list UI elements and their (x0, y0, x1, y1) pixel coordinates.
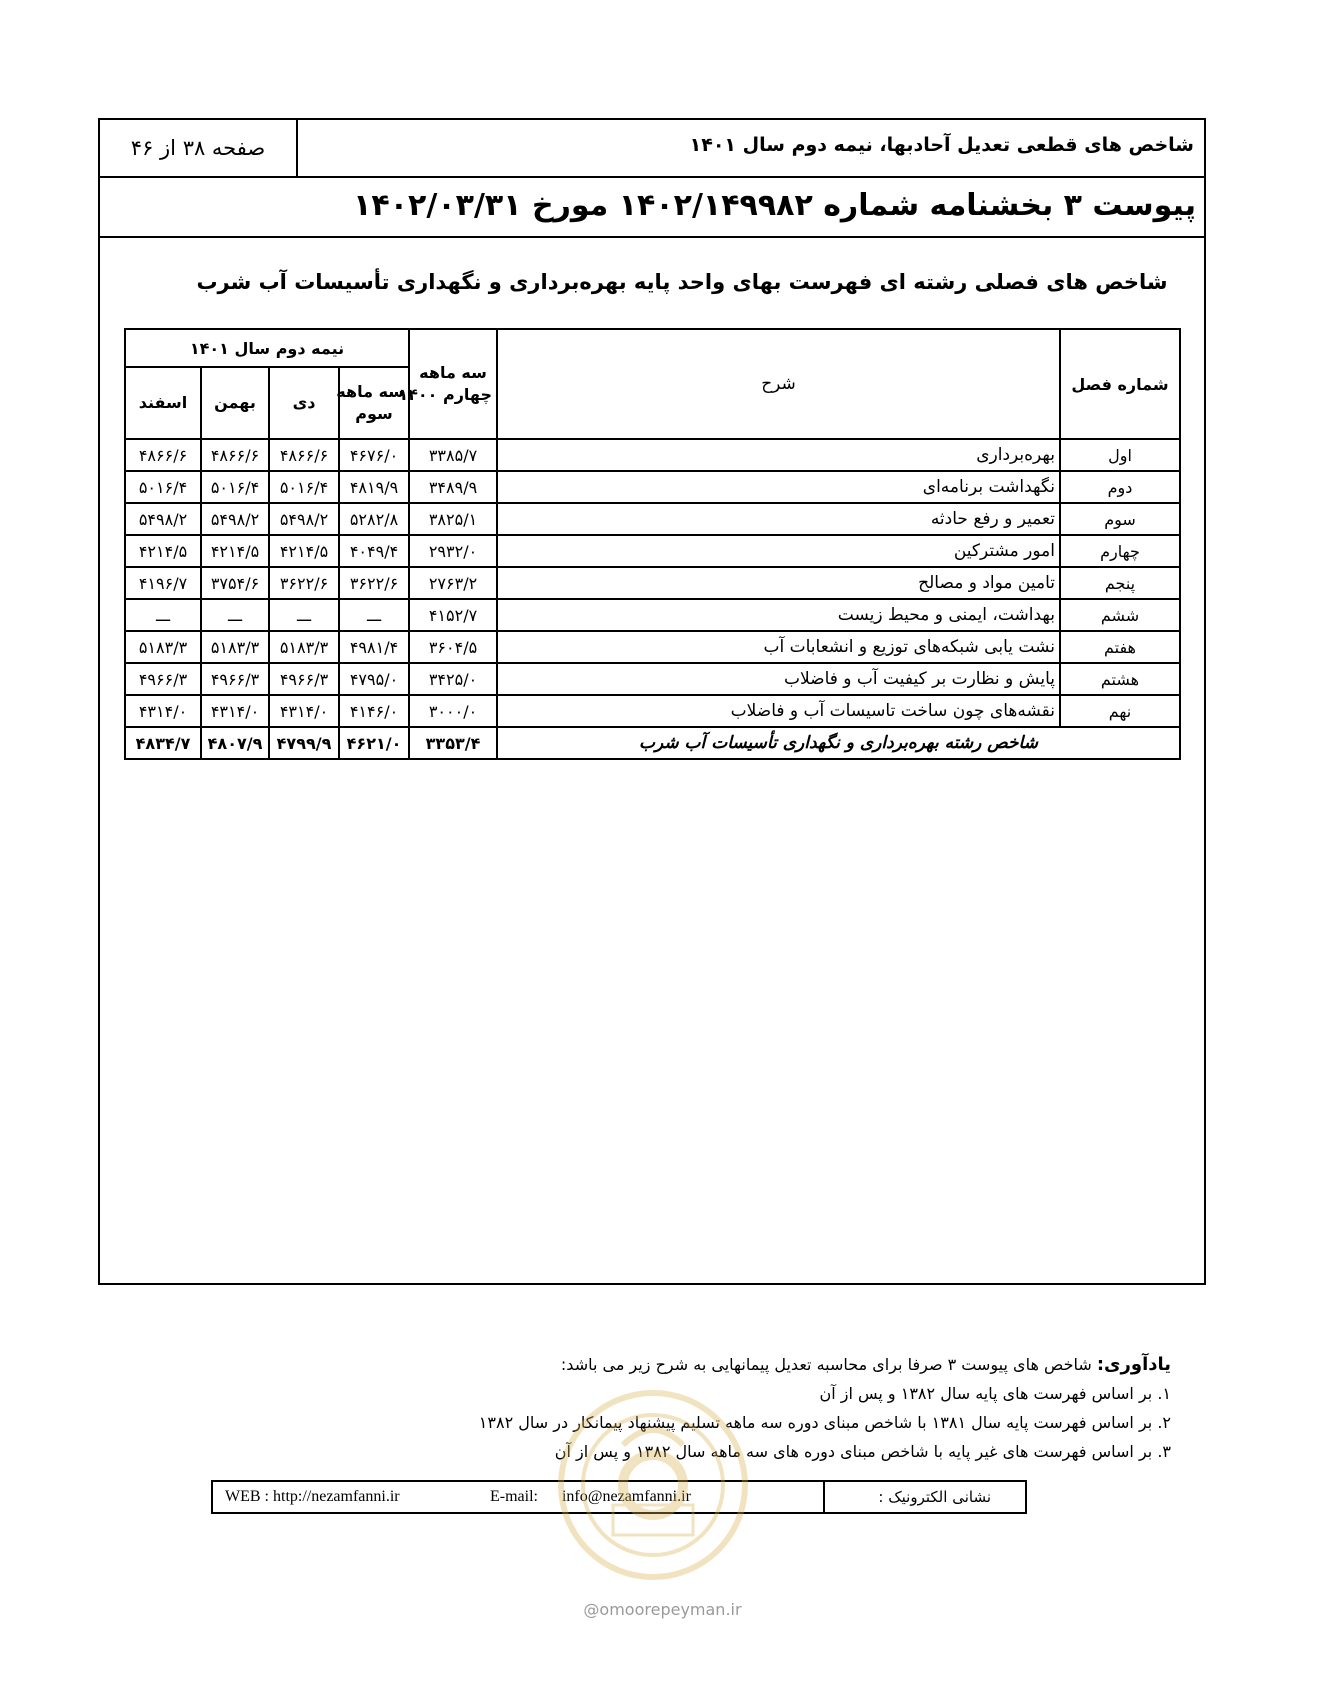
cell-q3: ۴۸۱۹/۹ (339, 471, 409, 503)
cell-chapter: سوم (1060, 503, 1180, 535)
cell-dey: ۴۸۶۶/۶ (269, 439, 339, 471)
circular-reference: پیوست ۳ بخشنامه شماره ۱۴۰۲/۱۴۹۹۸۲ مورخ ۱۴۰۲/۰۳/۳۱ (353, 188, 1196, 223)
header-q4-1400 (398, 329, 497, 439)
cell-chapter: اول (1060, 439, 1180, 471)
cell-q3: ۴۱۴۶/۰ (339, 695, 409, 727)
notes-lead-text: شاخص های پیوست ۳ صرفا برای محاسبه تعدیل پیمانهایی به شرح زیر می باشد: (560, 1355, 1097, 1374)
cell-description: تعمیر و رفع حادثه (497, 503, 1060, 535)
cell-esfand: ۴۸۶۶/۶ (125, 439, 201, 471)
cell-chapter: دوم (1060, 471, 1180, 503)
header-q3-line1: سه ماهه (336, 382, 404, 402)
header-q4-line1: سه ماهه (419, 363, 487, 383)
email-link[interactable]: info@nezamfanni.ir (561, 1488, 691, 1505)
table-row (125, 535, 1180, 567)
cell-bahman: ۴۸۶۶/۶ (201, 439, 269, 471)
cell-esfand: ۵۱۸۳/۳ (125, 631, 201, 663)
note-item: ۲. بر اساس فهرست پایه سال ۱۳۸۱ با شاخص مبنای دوره سه ماهه تسلیم پیشنهاد پیمانکار در سال ۱۳۸۲ (478, 1413, 1171, 1432)
cell-chapter: چهارم (1060, 535, 1180, 567)
cell-q4: ۴۱۵۲/۷ (409, 599, 497, 631)
header-bahman: بهمن (201, 367, 269, 439)
header-esfand: اسفند (125, 367, 201, 439)
page-frame (98, 118, 1206, 1285)
email-block (490, 1482, 691, 1512)
table-row (125, 599, 1180, 631)
cell-dey: ۵۰۱۶/۴ (269, 471, 339, 503)
total-q4: ۳۳۵۳/۴ (409, 727, 497, 759)
watermark-site: @omoorepeyman.ir (583, 1600, 742, 1619)
header-row (100, 120, 1204, 178)
cell-bahman: ۴۹۶۶/۳ (201, 663, 269, 695)
table-subtitle: شاخص های فصلی رشته ای فهرست بهای واحد پایه بهره‌برداری و نگهداری تأسیسات آب شرب (196, 270, 1168, 294)
header-q4-line2: چهارم ۱۴۰۰ (398, 385, 492, 404)
notes-lead-bold: یادآوری: (1096, 1354, 1171, 1375)
header-q3-line2: سوم (355, 404, 393, 423)
cell-esfand: ۴۲۱۴/۵ (125, 535, 201, 567)
cell-bahman: ۵۴۹۸/۲ (201, 503, 269, 535)
circular-row (100, 178, 1204, 238)
cell-chapter: ششم (1060, 599, 1180, 631)
cell-q4: ۳۳۸۵/۷ (409, 439, 497, 471)
cell-esfand: ۵۰۱۶/۴ (125, 471, 201, 503)
table-row (125, 503, 1180, 535)
cell-esfand: ۵۴۹۸/۲ (125, 503, 201, 535)
total-dey: ۴۷۹۹/۹ (269, 727, 339, 759)
cell-q4: ۳۴۸۹/۹ (409, 471, 497, 503)
cell-chapter: هفتم (1060, 631, 1180, 663)
table-row (125, 471, 1180, 503)
index-table (124, 328, 1181, 760)
table-row (125, 439, 1180, 471)
cell-esfand: ۴۹۶۶/۳ (125, 663, 201, 695)
cell-dey: ۴۲۱۴/۵ (269, 535, 339, 567)
total-esfand: ۴۸۳۴/۷ (125, 727, 201, 759)
notes-lead (411, 1350, 1171, 1379)
cell-q3: ۳۶۲۲/۶ (339, 567, 409, 599)
header-dey: دی (269, 367, 339, 439)
cell-bahman: ۵۱۸۳/۳ (201, 631, 269, 663)
cell-description: بهره‌برداری (497, 439, 1060, 471)
page-number: صفحه ۳۸ از ۴۶ (100, 120, 298, 176)
email-label: E-mail: (490, 1488, 538, 1505)
cell-chapter: نهم (1060, 695, 1180, 727)
notes-section (411, 1350, 1171, 1466)
note-item: ۳. بر اساس فهرست های غیر پایه با شاخص مبنای دوره های سه ماهه سال ۱۳۸۲ و پس از آن (554, 1442, 1171, 1461)
document-title: شاخص های قطعی تعدیل آحادبها، نیمه دوم سال ۱۴۰۱ (689, 134, 1194, 156)
contact-label: نشانی الکترونیک : (823, 1482, 1025, 1512)
cell-dey: ـــ (269, 599, 339, 631)
cell-bahman: ۳۷۵۴/۶ (201, 567, 269, 599)
cell-q3: ۵۲۸۲/۸ (339, 503, 409, 535)
cell-description: نگهداشت برنامه‌ای (497, 471, 1060, 503)
cell-dey: ۵۱۸۳/۳ (269, 631, 339, 663)
cell-bahman: ۵۰۱۶/۴ (201, 471, 269, 503)
header-chapter: شماره فصل (1060, 329, 1180, 439)
cell-description: نقشه‌های چون ساخت تاسیسات آب و فاضلاب (497, 695, 1060, 727)
cell-q3: ۴۹۸۱/۴ (339, 631, 409, 663)
cell-bahman: ۴۲۱۴/۵ (201, 535, 269, 567)
cell-esfand: ۴۳۱۴/۰ (125, 695, 201, 727)
cell-dey: ۵۴۹۸/۲ (269, 503, 339, 535)
cell-description: تامین مواد و مصالح (497, 567, 1060, 599)
cell-q4: ۲۷۶۳/۲ (409, 567, 497, 599)
cell-q3: ـــ (339, 599, 409, 631)
total-row (125, 727, 1180, 759)
cell-chapter: پنجم (1060, 567, 1180, 599)
cell-q4: ۲۹۳۲/۰ (409, 535, 497, 567)
cell-description: امور مشترکین (497, 535, 1060, 567)
contact-box (211, 1480, 1027, 1514)
cell-chapter: هشتم (1060, 663, 1180, 695)
table-row (125, 695, 1180, 727)
cell-dey: ۳۶۲۲/۶ (269, 567, 339, 599)
cell-q4: ۳۴۲۵/۰ (409, 663, 497, 695)
cell-dey: ۴۳۱۴/۰ (269, 695, 339, 727)
cell-bahman: ـــ (201, 599, 269, 631)
total-bahman: ۴۸۰۷/۹ (201, 727, 269, 759)
cell-q4: ۳۶۰۴/۵ (409, 631, 497, 663)
note-item: ۱. بر اساس فهرست های پایه سال ۱۳۸۲ و پس از آن (819, 1384, 1171, 1403)
cell-q4: ۳۸۲۵/۱ (409, 503, 497, 535)
table-row (125, 567, 1180, 599)
cell-description: بهداشت، ایمنی و محیط زیست (497, 599, 1060, 631)
table-row (125, 663, 1180, 695)
total-q3: ۴۶۲۱/۰ (339, 727, 409, 759)
cell-dey: ۴۹۶۶/۳ (269, 663, 339, 695)
cell-q3: ۴۰۴۹/۴ (339, 535, 409, 567)
header-group-second-half: نیمه دوم سال ۱۴۰۱ (125, 329, 409, 367)
total-description: شاخص رشته بهره‌برداری و نگهداری تأسیسات آب شرب (497, 727, 1180, 759)
cell-description: نشت یابی شبکه‌های توزیع و انشعابات آب (497, 631, 1060, 663)
cell-q3: ۴۶۷۶/۰ (339, 439, 409, 471)
table-row (125, 631, 1180, 663)
web-link[interactable]: WEB : http://nezamfanni.ir (225, 1488, 400, 1505)
cell-esfand: ـــ (125, 599, 201, 631)
header-description: شرح (497, 329, 1060, 439)
cell-esfand: ۴۱۹۶/۷ (125, 567, 201, 599)
cell-q3: ۴۷۹۵/۰ (339, 663, 409, 695)
cell-q4: ۳۰۰۰/۰ (409, 695, 497, 727)
cell-bahman: ۴۳۱۴/۰ (201, 695, 269, 727)
cell-description: پایش و نظارت بر کیفیت آب و فاضلاب (497, 663, 1060, 695)
